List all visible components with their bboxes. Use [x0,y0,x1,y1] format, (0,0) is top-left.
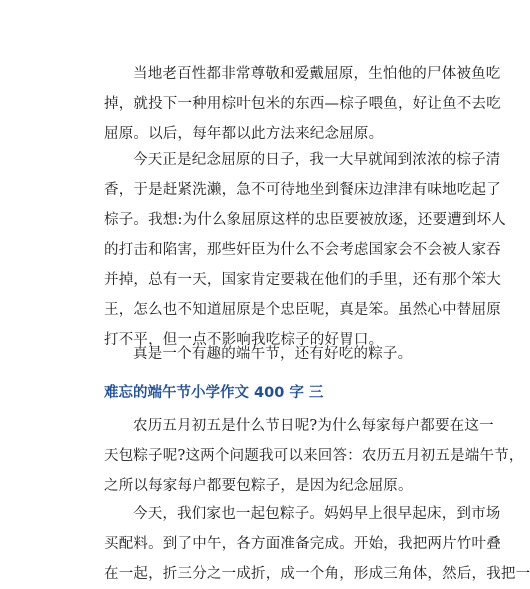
text-line: 并掉，总有一天，国家肯定要栽在他们的手里，还有那个笨大 [104,272,501,288]
text-line: 买配料。到了中午，各方面准备完成。开始，我把两片竹叶叠 [104,536,501,552]
text-line: 之所以每家每户都要包粽子，是因为纪念屈原。 [104,478,413,494]
text-line: 棕子。我想:为什么象屈原这样的忠臣要被放逐，还要遭到坏人 [104,212,506,228]
paragraph-4 [104,411,524,501]
paragraph-5 [104,499,530,589]
text-line: 今天，我们家也一起包粽子。妈妈早上很早起床，到市场 [133,506,501,522]
text-line: 当地老百性都非常尊敬和爱戴屈原，生怕他的尸体被鱼吃 [133,66,501,82]
text-line: 农历五月初五是什么节日呢?为什么每家每户都要在这一 [133,418,494,434]
text-line: 真是一个有趣的端午节，还有好吃的粽子。 [133,346,413,362]
text-line: 打不平，但一点不影响我吃棕子的好胃口。 [104,332,384,348]
section-heading: 难忘的端午节小学作文 400 字 三 [104,385,324,401]
text-line: 今天正是纪念屈原的日子，我一大早就闻到浓浓的棕子清 [133,152,501,168]
paragraph-2 [104,145,506,355]
text-line: 掉，就投下一种用棕叶包米的东西—棕子喂鱼，好让鱼不去吃 [104,96,501,112]
paragraph-1 [104,59,501,149]
text-line: 的打击和陷害，那些奸臣为什么不会考虑国家会不会被人家吞 [104,242,501,258]
paragraph-3 [104,339,434,369]
text-line: 在一起，折三分之一成折，成一个角，形成三角体，然后，我把一 [104,566,530,582]
text-line: 王，怎么也不知道屈原是个忠臣呢，真是笨。虽然心中替屈原 [104,302,501,318]
text-line: 香，于是赶紧洗濑，急不可待地坐到餐床边津津有味地吃起了 [104,182,501,198]
text-line: 屈原。以后，每年都以此方法来纪念屈原。 [104,126,384,142]
text-line: 天包粽子呢?这两个问题我可以来回答：农历五月初五是端午节， [104,448,524,464]
